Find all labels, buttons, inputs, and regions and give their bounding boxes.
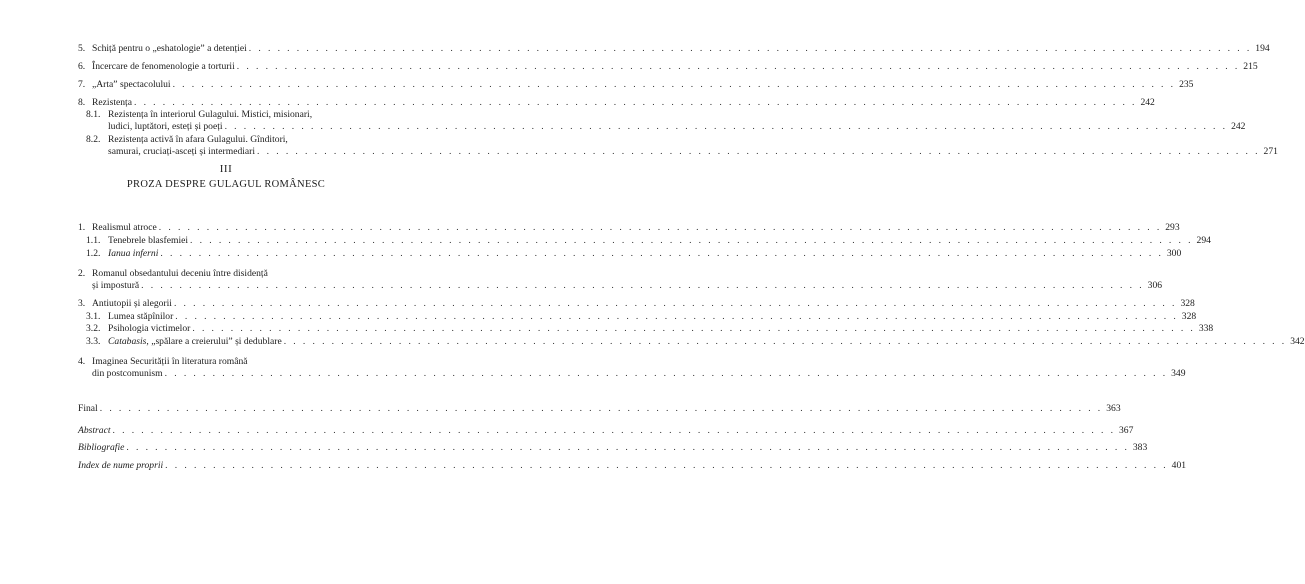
toc-entry-4-line2[interactable] bbox=[92, 368, 1186, 380]
entry-title: Realismul atroce bbox=[92, 222, 157, 233]
entry-title: Index de nume proprii bbox=[78, 460, 164, 471]
entry-title: Rezistența activă în afara Gulagului. Gînditori, bbox=[108, 134, 288, 145]
part-numeral: III bbox=[219, 163, 233, 175]
dot-leader: . . . . . . . . . . . . . . . . . . . . . . . . . . . . . . . . . . . . . . . . . . . . . . . . . . . . . . . . . . . . . . . . . . . . . . . . . . . . . . . . . . . . . . . . . . . . . . . . . . . . . . . . . bbox=[190, 235, 1193, 246]
page-number: 215 bbox=[1243, 61, 1258, 72]
toc-entry-abstract[interactable] bbox=[78, 425, 1134, 437]
entry-title-cont: samurai, cruciați-asceți și intermediari bbox=[108, 146, 256, 157]
entry-number: 8.1. bbox=[86, 109, 101, 120]
entry-title: Imaginea Securității în literatura română bbox=[92, 356, 248, 367]
dot-leader: . . . . . . . . . . . . . . . . . . . . . . . . . . . . . . . . . . . . . . . . . . . . . . . . . . . . . . . . . . . . . . . . . . . . . . . . . . . . . . . . . . . . . . . . . . . . . . . . . . . . . . . . . bbox=[126, 442, 1130, 453]
page-number: 306 bbox=[1147, 280, 1163, 291]
entry-title: Încercare de fenomenologie a torturii bbox=[92, 61, 235, 72]
entry-title: Romanul obsedantului deceniu între disidență bbox=[92, 268, 268, 279]
page-number: 401 bbox=[1171, 460, 1187, 471]
entry-title: Rezistența bbox=[92, 97, 132, 108]
toc-entry-3-3[interactable] bbox=[86, 336, 1305, 348]
dot-leader: . . . . . . . . . . . . . . . . . . . . . . . . . . . . . . . . . . . . . . . . . . . . . . . . . . . . . . . . . . . . . . . . . . . . . . . . . . . . . . . . . . . . . . . . . . . . . . . . . . . . . . . . . bbox=[164, 368, 1168, 379]
entry-number: 1.1. bbox=[86, 235, 101, 246]
dot-leader: . . . . . . . . . . . . . . . . . . . . . . . . . . . . . . . . . . . . . . . . . . . . . . . . . . . . . . . . . . . . . . . . . . . . . . . . . . . . . . . . . . . . . . . . . . . . . . . . . . . . . . . . . bbox=[236, 61, 1240, 72]
page-number: 194 bbox=[1255, 43, 1270, 54]
entry-title: , „spălare a creierului” și dedublare bbox=[146, 336, 282, 347]
toc-entry-4-line1[interactable] bbox=[78, 356, 360, 368]
entry-title: Schiță pentru o „eshatologie” a detenției bbox=[92, 43, 247, 54]
dot-leader: . . . . . . . . . . . . . . . . . . . . . . . . . . . . . . . . . . . . . . . . . . . . . . . . . . . . . . . . . . . . . . . . . . . . . . . . . . . . . . . . . . . . . . . . . . . . . . . . . . . . . . . . . bbox=[158, 222, 1162, 233]
dot-leader: . . . . . . . . . . . . . . . . . . . . . . . . . . . . . . . . . . . . . . . . . . . . . . . . . . . . . . . . . . . . . . . . . . . . . . . . . . . . . . . . . . . . . . . . . . . . . . . . . . . . . . . . . bbox=[165, 460, 1169, 471]
entry-title: Rezistența în interiorul Gulagului. Mistici, misionari, bbox=[108, 109, 313, 120]
dot-leader: . . . . . . . . . . . . . . . . . . . . . . . . . . . . . . . . . . . . . . . . . . . . . . . . . . . . . . . . . . . . . . . . . . . . . . . . . . . . . . . . . . . . . . . . . . . . . . . . . . . . . . . . . bbox=[141, 280, 1145, 291]
entry-number: 8. bbox=[78, 97, 86, 108]
page-number: 342 bbox=[1290, 336, 1305, 347]
page-number: 338 bbox=[1198, 323, 1214, 334]
dot-leader: . . . . . . . . . . . . . . . . . . . . . . . . . . . . . . . . . . . . . . . . . . . . . . . . . . . . . . . . . . . . . . . . . . . . . . . . . . . . . . . . . . . . . . . . . . . . . . . . . . . . . . . . . bbox=[248, 43, 1252, 54]
entry-number: 3.1. bbox=[86, 311, 101, 322]
entry-title: Tenebrele blasfemiei bbox=[108, 235, 189, 246]
toc-entry-2-line2[interactable] bbox=[92, 280, 1163, 292]
toc-entry-3-1[interactable] bbox=[86, 311, 1197, 323]
toc-entry-bibliografie[interactable] bbox=[78, 442, 1148, 454]
entry-title: Ianua inferni bbox=[108, 248, 159, 259]
entry-title: Antiutopii și alegorii bbox=[92, 298, 172, 309]
page-number: 293 bbox=[1165, 222, 1180, 233]
page-number: 367 bbox=[1119, 425, 1134, 436]
toc-entry-8-1-line1[interactable] bbox=[86, 109, 360, 121]
entry-title-cont: și impostură bbox=[92, 280, 140, 291]
toc-entry-6[interactable] bbox=[78, 61, 1258, 73]
page-number: 328 bbox=[1180, 298, 1195, 309]
toc-entry-1[interactable] bbox=[78, 222, 1180, 234]
page-number: 363 bbox=[1106, 403, 1121, 414]
dot-leader: . . . . . . . . . . . . . . . . . . . . . . . . . . . . . . . . . . . . . . . . . . . . . . . . . . . . . . . . . . . . . . . . . . . . . . . . . . . . . . . . . . . . . . . . . . . . . . . . . . . . . . . . . bbox=[283, 336, 1287, 347]
entry-number: 1.2. bbox=[86, 248, 101, 259]
dot-leader: . . . . . . . . . . . . . . . . . . . . . . . . . . . . . . . . . . . . . . . . . . . . . . . . . . . . . . . . . . . . . . . . . . . . . . . . . . . . . . . . . . . . . . . . . . . . . . . . . . . . . . . . . bbox=[160, 248, 1164, 259]
page-number: 242 bbox=[1140, 97, 1155, 108]
toc-entry-8-2-line1[interactable] bbox=[86, 134, 360, 146]
toc-entry-8-1-line2[interactable] bbox=[108, 121, 1246, 133]
dot-leader: . . . . . . . . . . . . . . . . . . . . . . . . . . . . . . . . . . . . . . . . . . . . . . . . . . . . . . . . . . . . . . . . . . . . . . . . . . . . . . . . . . . . . . . . . . . . . . . . . . . . . . . . . bbox=[175, 311, 1179, 322]
entry-number: 5. bbox=[78, 43, 86, 54]
entry-title-italic: Catabasis bbox=[108, 336, 147, 347]
entry-title: Psihologia victimelor bbox=[108, 323, 191, 334]
entry-title: Lumea stăpînilor bbox=[108, 311, 174, 322]
entry-title: Abstract bbox=[78, 425, 111, 436]
toc-entry-index[interactable] bbox=[78, 460, 1187, 472]
toc-entry-1-2[interactable] bbox=[86, 248, 1182, 260]
entry-number: 4. bbox=[78, 356, 86, 367]
page-number: 271 bbox=[1263, 146, 1278, 157]
toc-entry-final[interactable] bbox=[78, 403, 1121, 415]
entry-number: 6. bbox=[78, 61, 86, 72]
dot-leader: . . . . . . . . . . . . . . . . . . . . . . . . . . . . . . . . . . . . . . . . . . . . . . . . . . . . . . . . . . . . . . . . . . . . . . . . . . . . . . . . . . . . . . . . . . . . . . . . . . . . . . . . . bbox=[192, 323, 1196, 334]
dot-leader: . . . . . . . . . . . . . . . . . . . . . . . . . . . . . . . . . . . . . . . . . . . . . . . . . . . . . . . . . . . . . . . . . . . . . . . . . . . . . . . . . . . . . . . . . . . . . . . . . . . . . . . . . bbox=[172, 79, 1176, 90]
entry-number: 2. bbox=[78, 268, 86, 279]
entry-number: 3.2. bbox=[86, 323, 101, 334]
page-number: 235 bbox=[1179, 79, 1194, 90]
entry-title: „Arta” spectacolului bbox=[92, 79, 171, 90]
toc-entry-8-2-line2[interactable] bbox=[108, 146, 1278, 158]
entry-title: Bibliografie bbox=[78, 442, 125, 453]
entry-title-cont: ludici, luptători, esteți și poeți bbox=[108, 121, 223, 132]
toc-entry-2-line1[interactable] bbox=[78, 268, 360, 280]
part-title: PROZA DESPRE GULAGUL ROMÂNESC bbox=[126, 179, 326, 190]
entry-title: Final bbox=[78, 403, 98, 414]
page-number: 242 bbox=[1231, 121, 1246, 132]
toc-entry-3[interactable] bbox=[78, 298, 1195, 310]
entry-number: 7. bbox=[78, 79, 86, 90]
toc-entry-3-2[interactable] bbox=[86, 323, 1214, 335]
dot-leader: . . . . . . . . . . . . . . . . . . . . . . . . . . . . . . . . . . . . . . . . . . . . . . . . . . . . . . . . . . . . . . . . . . . . . . . . . . . . . . . . . . . . . . . . . . . . . . . . . . . . . . . . . bbox=[133, 97, 1137, 108]
entry-number: 3.3. bbox=[86, 336, 101, 347]
page-number: 383 bbox=[1132, 442, 1148, 453]
page-number: 349 bbox=[1171, 368, 1186, 379]
toc-entry-7[interactable] bbox=[78, 79, 1194, 91]
toc-entry-1-1[interactable] bbox=[86, 235, 1211, 247]
entry-title-cont: din postcomunism bbox=[92, 368, 163, 379]
dot-leader: . . . . . . . . . . . . . . . . . . . . . . . . . . . . . . . . . . . . . . . . . . . . . . . . . . . . . . . . . . . . . . . . . . . . . . . . . . . . . . . . . . . . . . . . . . . . . . . . . . . . . . . . . bbox=[99, 403, 1103, 414]
dot-leader: . . . . . . . . . . . . . . . . . . . . . . . . . . . . . . . . . . . . . . . . . . . . . . . . . . . . . . . . . . . . . . . . . . . . . . . . . . . . . . . . . . . . . . . . . . . . . . . . . . . . . . . . . bbox=[173, 298, 1177, 309]
entry-number: 1. bbox=[78, 222, 86, 233]
page-number: 300 bbox=[1166, 248, 1182, 259]
entry-number: 8.2. bbox=[86, 134, 101, 145]
dot-leader: . . . . . . . . . . . . . . . . . . . . . . . . . . . . . . . . . . . . . . . . . . . . . . . . . . . . . . . . . . . . . . . . . . . . . . . . . . . . . . . . . . . . . . . . . . . . . . . . . . . . . . . . . bbox=[224, 121, 1228, 132]
page-number: 294 bbox=[1196, 235, 1211, 246]
toc-entry-5[interactable] bbox=[78, 43, 1270, 55]
dot-leader: . . . . . . . . . . . . . . . . . . . . . . . . . . . . . . . . . . . . . . . . . . . . . . . . . . . . . . . . . . . . . . . . . . . . . . . . . . . . . . . . . . . . . . . . . . . . . . . . . . . . . . . . . bbox=[257, 146, 1260, 157]
toc-entry-8[interactable] bbox=[78, 97, 1155, 109]
page-number: 328 bbox=[1181, 311, 1197, 322]
entry-number: 3. bbox=[78, 298, 86, 309]
dot-leader: . . . . . . . . . . . . . . . . . . . . . . . . . . . . . . . . . . . . . . . . . . . . . . . . . . . . . . . . . . . . . . . . . . . . . . . . . . . . . . . . . . . . . . . . . . . . . . . . . . . . . . . . . bbox=[112, 425, 1116, 436]
